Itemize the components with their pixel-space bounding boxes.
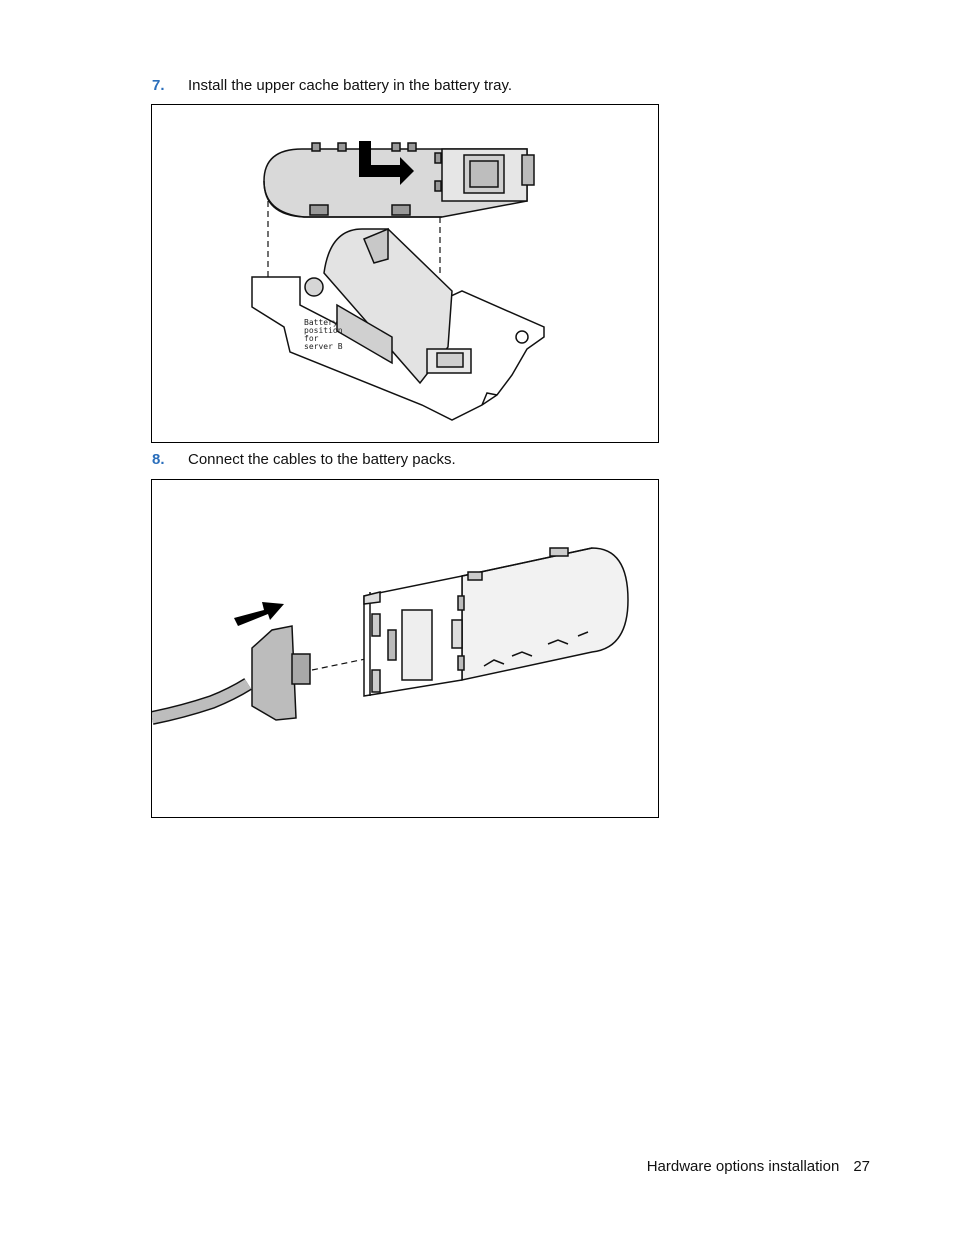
step-text: Connect the cables to the battery packs. [188, 451, 456, 468]
cable-connection-illustration [152, 480, 658, 817]
svg-text:Battery: Battery [304, 318, 338, 327]
footer-section: Hardware options installation [646, 1158, 840, 1175]
step-number: 8. [152, 451, 165, 468]
battery-position-label [304, 318, 343, 351]
svg-text:for: for [304, 334, 319, 343]
figure-install-battery [151, 104, 659, 443]
step-number: 7. [152, 77, 165, 94]
svg-text:server B: server B [304, 342, 343, 351]
page-footer [647, 1158, 870, 1175]
battery-tray-icon [252, 229, 544, 420]
step-text: Install the upper cache battery in the battery tray. [188, 77, 513, 94]
page-number: 27 [853, 1158, 870, 1175]
cache-battery-icon [264, 143, 534, 217]
direction-arrow-icon [234, 602, 284, 626]
svg-text:position: position [304, 326, 343, 335]
cable-icon [152, 684, 248, 718]
figure-connect-cables [151, 479, 659, 818]
battery-pack-icon [364, 548, 628, 696]
cable-connector-icon [252, 626, 310, 720]
battery-tray-illustration [152, 105, 658, 442]
